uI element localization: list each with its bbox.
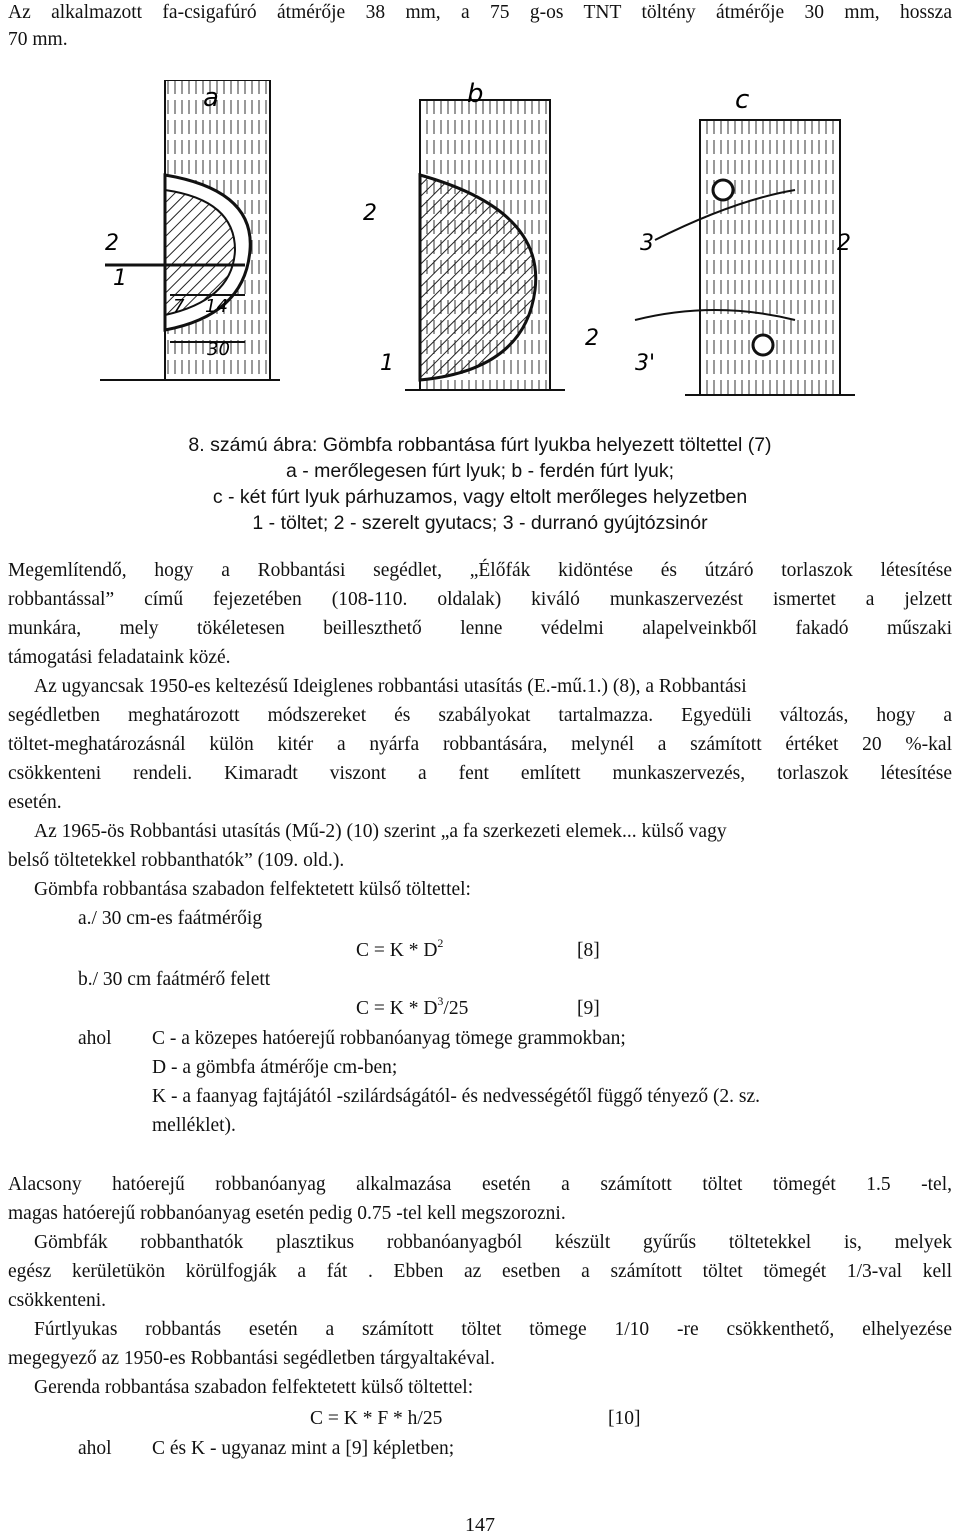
label-b-2: 2 bbox=[363, 201, 377, 226]
intro-line-1: Az alkalmazott fa-csigafúró átmérője 38 mm, a 75 g-os TNT töltény átmérője 30 mm, hossza bbox=[8, 2, 952, 23]
para2-line-2: segédletben meghatározott módszereket és szabályokat tartalmazza. Egyedüli változás, hogy a bbox=[8, 705, 952, 726]
para5-line-2: egész kerületükön körülfogják a fát . Ebben az esetben a számított töltet tömegét 1/3-val kell bbox=[8, 1261, 952, 1282]
label-a-14: 14 bbox=[205, 296, 228, 317]
formula-9-number: [9] bbox=[577, 998, 600, 1019]
para6-line-2: megegyező az 1950-es Robbantási segédletben tárgyaltakéval. bbox=[8, 1348, 495, 1369]
para2-line-4: csökkenteni rendeli. Kimaradt viszont a fent említett munkaszervezés, torlaszok létesítése bbox=[8, 763, 952, 784]
label-letter-a: a bbox=[203, 83, 219, 113]
label-a-2: 2 bbox=[105, 231, 119, 256]
label-c-2-left: 2 bbox=[585, 326, 599, 351]
formula-8: $C = K * D^2$ bbox=[356, 936, 444, 961]
trunk-c bbox=[585, 85, 855, 395]
definition-c: C - a közepes hatóerejű robbanóanyag tömege grammokban; bbox=[152, 1028, 626, 1049]
beam-formula-heading: Gerenda robbantása szabadon felfektetett külső töltettel: bbox=[34, 1377, 474, 1398]
definition-k: K - a faanyag fajtájától -szilárdságától- és nedvességétől függő tényező (2. sz. bbox=[152, 1086, 761, 1107]
formula-a-label: a./ 30 cm-es faátmérőig bbox=[78, 908, 263, 929]
ahol-label-2: ahol bbox=[78, 1438, 112, 1459]
para2-line-3: töltet-meghatározásnál külön kitér a nyárfa robbantására, melynél a számított értéket 20 %-kal bbox=[8, 734, 952, 755]
figure-caption-line-1: 8. számú ábra: Gömbfa robbantása fúrt lyukba helyezett töltettel (7) bbox=[188, 434, 772, 456]
para4-line-2: magas hatóerejű robbanóanyag esetén pedig 0.75 -tel kell megszorozni. bbox=[8, 1203, 566, 1224]
label-c-3: 3 bbox=[640, 231, 654, 256]
label-a-1: 1 bbox=[113, 266, 127, 291]
para4-line-1: Alacsony hatóerejű robbanóanyag alkalmazása esetén a számított töltet tömegét 1.5 -tel, bbox=[8, 1174, 952, 1195]
para2-line-5: esetén. bbox=[8, 792, 62, 813]
definition-d: D - a gömbfa átmérője cm-ben; bbox=[152, 1057, 398, 1078]
formula-8-number: [8] bbox=[577, 940, 600, 961]
para1-line-1: Megemlítendő, hogy a Robbantási segédlet, „Élőfák kidöntése és útzáró torlaszok létesítése bbox=[8, 560, 952, 581]
para5-line-3: csökkenteni. bbox=[8, 1290, 107, 1311]
para2-line-1: Az ugyancsak 1950-es keltezésű Ideiglenes robbantási utasítás (E.-mű.1.) (8), a Robbantási bbox=[34, 676, 747, 697]
label-c-3-prime: 3' bbox=[635, 351, 656, 376]
para1-line-3: munkára, mely tökéletesen beilleszthető lenne védelmi alapelveinkből fakadó műszaki bbox=[8, 618, 952, 639]
figure-caption-line-4: 1 - töltet; 2 - szerelt gyutacs; 3 - durranó gyújtózsinór bbox=[252, 512, 708, 534]
formula-b-label: b./ 30 cm faátmérő felett bbox=[78, 969, 271, 990]
label-letter-b: b bbox=[467, 80, 484, 109]
page-number: 147 bbox=[465, 1514, 495, 1536]
definition-c-k: C és K - ugyanaz mint a [9] képletben; bbox=[152, 1438, 455, 1459]
formula-10: C = K * F * h/25 bbox=[310, 1408, 443, 1429]
intro-line-2: 70 mm. bbox=[8, 29, 68, 50]
label-a-30: 30 bbox=[207, 339, 230, 360]
label-c-2-right: 2 bbox=[837, 231, 851, 256]
para3-line-1: Az 1965-ös Robbantási utasítás (Mű-2) (10) szerint „a fa szerkezeti elemek... külső vagy bbox=[34, 821, 727, 842]
figure-caption-line-3: c - két fúrt lyuk párhuzamos, vagy eltolt merőleges helyzetben bbox=[212, 486, 748, 508]
formula-heading: Gömbfa robbantása szabadon felfektetett külső töltettel: bbox=[34, 879, 471, 900]
formula-10-number: [10] bbox=[608, 1408, 641, 1429]
definition-k-cont: melléklet). bbox=[152, 1115, 236, 1136]
para3-line-2: belső töltetekkel robbanthatók” (109. old.). bbox=[8, 850, 345, 871]
label-letter-c: c bbox=[735, 85, 750, 115]
label-b-1: 1 bbox=[380, 351, 394, 376]
para1-line-2: robbantással” című fejezetében (108-110. oldalak) kiváló munkaszervezést ismertet a jelzett bbox=[8, 589, 952, 610]
label-a-7: 7 bbox=[173, 296, 185, 317]
tree-blasting-figure bbox=[95, 80, 865, 400]
trunk-b bbox=[363, 80, 565, 390]
para5-line-1: Gömbfák robbanthatók plasztikus robbanóanyagból készült gyűrűs töltetekkel is, melyek bbox=[34, 1232, 952, 1253]
figure-caption-line-2: a - merőlegesen fúrt lyuk; b - ferdén fúrt lyuk; bbox=[285, 460, 674, 482]
para6-line-1: Fúrtlyukas robbantás esetén a számított töltet tömege 1/10 -re csökkenthető, elhelyezése bbox=[34, 1319, 952, 1340]
formula-9: $C = K * D^3/25$ bbox=[356, 994, 469, 1019]
para1-line-4: támogatási feladataink közé. bbox=[8, 647, 231, 668]
ahol-label: ahol bbox=[78, 1028, 112, 1049]
trunk-a bbox=[100, 80, 280, 380]
